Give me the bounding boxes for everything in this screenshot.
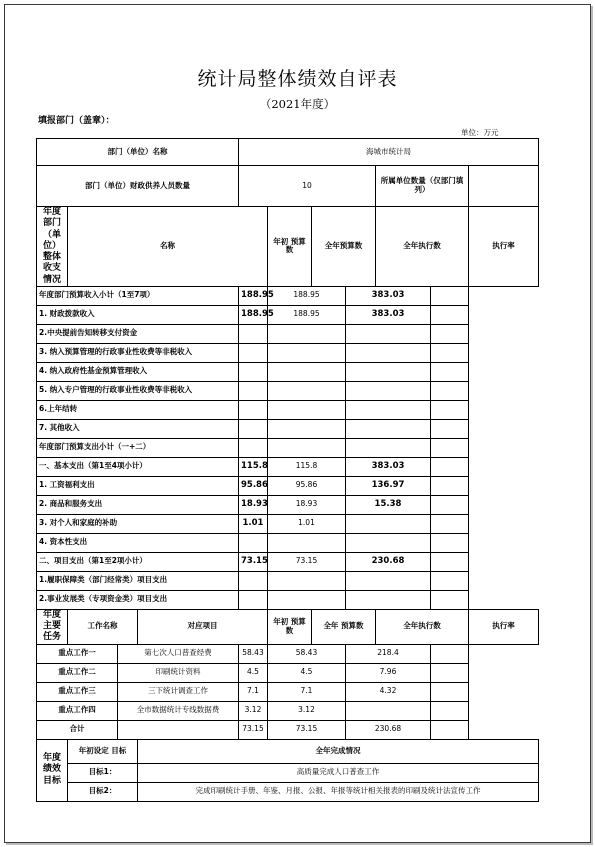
budget-row	[37, 590, 539, 609]
budget-row-initial	[239, 533, 268, 552]
budget-header-rate: 执行率	[469, 207, 539, 287]
goals-header-right: 全年完成情况	[138, 739, 539, 763]
budget-row	[37, 305, 539, 324]
budget-row-executed	[346, 419, 431, 438]
budget-row-initial	[239, 400, 268, 419]
budget-header-name: 名称	[68, 207, 268, 287]
budget-row-name: 6.上年结转	[37, 400, 239, 419]
budget-row-full-year	[268, 343, 346, 362]
goals-section-label: 年度绩效目标	[37, 739, 68, 801]
budget-row	[37, 495, 539, 514]
budget-row-name: 2.事业发展类（专项资金类）项目支出	[37, 590, 239, 609]
goal-1-value: 高质量完成人口普查工作	[138, 763, 539, 782]
budget-row-name: 年度部门预算收入小计（1至7项）	[37, 286, 239, 305]
budget-row	[37, 343, 539, 362]
budget-row-initial	[239, 590, 268, 609]
budget-row-executed	[346, 533, 431, 552]
budget-row	[37, 438, 539, 457]
budget-row	[37, 286, 539, 305]
dept-subunits-value	[469, 166, 539, 207]
budget-row-executed: 230.68	[346, 552, 431, 571]
budget-row-rate	[431, 438, 469, 457]
goal-2-value: 完成印刷统计手册、年鉴、月报、公报、年报等统计相关报表的印刷及统计法宣传工作	[138, 782, 539, 801]
task-row	[37, 644, 539, 663]
budget-row-executed	[346, 343, 431, 362]
task-row-initial: 58.43	[239, 644, 268, 663]
budget-row-initial: 1.01	[239, 514, 268, 533]
budget-row	[37, 552, 539, 571]
task-row-initial: 7.1	[239, 682, 268, 701]
budget-row-initial	[239, 381, 268, 400]
budget-row-name: 1.履职保障类（部门经常类）项目支出	[37, 571, 239, 590]
budget-row-name: 2.中央提前告知转移支付资金	[37, 324, 239, 343]
budget-row-rate	[431, 590, 469, 609]
budget-row-full-year	[268, 571, 346, 590]
budget-row-initial: 115.8	[239, 457, 268, 476]
budget-row-full-year	[268, 324, 346, 343]
task-row-executed: 218.4	[346, 644, 431, 663]
budget-row-name: 7. 其他收入	[37, 419, 239, 438]
task-row-work: 重点工作四	[37, 701, 118, 720]
task-row-work: 重点工作三	[37, 682, 118, 701]
budget-row-rate	[431, 400, 469, 419]
dept-staff-label: 部门（单位）财政供养人员数量	[37, 166, 239, 207]
budget-row-executed: 15.38	[346, 495, 431, 514]
task-row-work: 重点工作一	[37, 644, 118, 663]
budget-row-executed	[346, 400, 431, 419]
dept-name-value: 海城市统计局	[239, 139, 539, 166]
budget-row-full-year: 18.93	[268, 495, 346, 514]
budget-row-initial	[239, 571, 268, 590]
task-row-executed: 7.96	[346, 663, 431, 682]
budget-row-full-year: 1.01	[268, 514, 346, 533]
tasks-total-initial: 73.15	[239, 720, 268, 739]
budget-row	[37, 381, 539, 400]
dept-subunits-label: 所属单位数量（仅部门填列）	[376, 166, 469, 207]
budget-row-full-year	[268, 419, 346, 438]
task-row-full-year: 58.43	[268, 644, 346, 663]
budget-row-full-year	[268, 533, 346, 552]
tasks-header-executed: 全年执行数	[376, 609, 469, 644]
budget-row-name: 4. 资本性支出	[37, 533, 239, 552]
budget-row-full-year	[268, 438, 346, 457]
tasks-total-executed: 230.68	[346, 720, 431, 739]
task-row-full-year: 3.12	[268, 701, 346, 720]
budget-row-rate	[431, 305, 469, 324]
budget-row-rate	[431, 324, 469, 343]
task-row-rate	[431, 644, 469, 663]
task-row	[37, 682, 539, 701]
budget-row-executed	[346, 438, 431, 457]
budget-row-full-year	[268, 381, 346, 400]
budget-row	[37, 514, 539, 533]
budget-row-executed: 136.97	[346, 476, 431, 495]
budget-row-rate	[431, 286, 469, 305]
budget-header-full-year: 全年预算数	[312, 207, 376, 287]
budget-row-name: 3. 对个人和家庭的补助	[37, 514, 239, 533]
budget-row-full-year	[268, 590, 346, 609]
tasks-section-label: 年度主要任务	[37, 609, 68, 644]
budget-row-initial	[239, 362, 268, 381]
task-row-project: 第七次人口普查经费	[118, 644, 239, 663]
budget-row	[37, 476, 539, 495]
tasks-header-project: 对应项目	[138, 609, 268, 644]
page-subtitle: （2021年度）	[259, 97, 336, 111]
budget-row-initial	[239, 419, 268, 438]
budget-row-full-year	[268, 362, 346, 381]
tasks-header-rate: 执行率	[469, 609, 539, 644]
task-row-project: 印刷统计资料	[118, 663, 239, 682]
budget-row-rate	[431, 552, 469, 571]
dept-name-label: 部门（单位）名称	[37, 139, 239, 166]
budget-row	[37, 533, 539, 552]
budget-row-name: 二、项目支出（第1至2项小计）	[37, 552, 239, 571]
task-row-project: 三下统计调查工作	[118, 682, 239, 701]
unit-label: 单位：万元	[461, 128, 499, 137]
budget-row	[37, 362, 539, 381]
filler-label: 填报部门（盖章）：	[38, 116, 115, 126]
budget-row	[37, 571, 539, 590]
budget-row-initial: 188.95	[239, 286, 268, 305]
budget-row	[37, 400, 539, 419]
budget-row-initial: 188.95	[239, 305, 268, 324]
budget-row-rate	[431, 381, 469, 400]
budget-row-full-year: 188.95	[268, 305, 346, 324]
budget-row-full-year: 115.8	[268, 457, 346, 476]
page-title: 统计局整体绩效自评表	[197, 68, 398, 90]
task-row-work: 重点工作二	[37, 663, 118, 682]
tasks-total-project	[118, 720, 239, 739]
budget-row-initial	[239, 438, 268, 457]
budget-row	[37, 457, 539, 476]
tasks-total-rate	[431, 720, 469, 739]
task-row-rate	[431, 663, 469, 682]
tasks-header-initial: 年初 预算数	[268, 609, 312, 644]
budget-row-rate	[431, 533, 469, 552]
budget-header-executed: 全年执行数	[376, 207, 469, 287]
budget-row-rate	[431, 362, 469, 381]
budget-row-initial	[239, 324, 268, 343]
task-row	[37, 663, 539, 682]
budget-row	[37, 419, 539, 438]
evaluation-table	[36, 138, 539, 802]
budget-row-full-year: 73.15	[268, 552, 346, 571]
budget-row-rate	[431, 476, 469, 495]
budget-row-full-year: 188.95	[268, 286, 346, 305]
budget-section-label: 年度部门（单位）整体收支情况	[37, 207, 68, 287]
budget-header-initial: 年初 预算数	[268, 207, 312, 287]
task-row-project: 全市数据统计专线数据费	[118, 701, 239, 720]
budget-row-executed	[346, 590, 431, 609]
budget-row-initial: 18.93	[239, 495, 268, 514]
budget-row-rate	[431, 457, 469, 476]
budget-row-executed: 383.03	[346, 286, 431, 305]
budget-row-name: 一、基本支出（第1至4项小计）	[37, 457, 239, 476]
budget-row-rate	[431, 419, 469, 438]
budget-row-name: 1. 工资福利支出	[37, 476, 239, 495]
task-row-rate	[431, 682, 469, 701]
task-row-full-year: 7.1	[268, 682, 346, 701]
budget-row-rate	[431, 343, 469, 362]
task-row-executed	[346, 701, 431, 720]
tasks-header-work: 工作名称	[68, 609, 138, 644]
budget-row-executed	[346, 571, 431, 590]
task-row-initial: 4.5	[239, 663, 268, 682]
budget-row-rate	[431, 571, 469, 590]
budget-row-name: 3. 纳入预算管理的行政事业性收费等非税收入	[37, 343, 239, 362]
budget-row-name: 1. 财政拨款收入	[37, 305, 239, 324]
budget-row-executed	[346, 514, 431, 533]
budget-row-executed: 383.03	[346, 457, 431, 476]
budget-row-initial: 73.15	[239, 552, 268, 571]
budget-row-initial	[239, 343, 268, 362]
budget-row-name: 年度部门预算支出小计（一+二）	[37, 438, 239, 457]
budget-row-rate	[431, 514, 469, 533]
task-row-rate	[431, 701, 469, 720]
tasks-total-label: 合计	[37, 720, 118, 739]
budget-row-executed	[346, 362, 431, 381]
task-row-initial: 3.12	[239, 701, 268, 720]
goal-1-label: 目标1：	[68, 763, 138, 782]
goal-2-label: 目标2：	[68, 782, 138, 801]
budget-row	[37, 324, 539, 343]
budget-row-full-year	[268, 400, 346, 419]
budget-row-full-year: 95.86	[268, 476, 346, 495]
budget-row-executed	[346, 381, 431, 400]
budget-row-rate	[431, 495, 469, 514]
budget-row-name: 2. 商品和服务支出	[37, 495, 239, 514]
budget-row-name: 5. 纳入专户管理的行政事业性收费等非税收入	[37, 381, 239, 400]
budget-row-executed: 383.03	[346, 305, 431, 324]
budget-row-name: 4. 纳入政府性基金预算管理收入	[37, 362, 239, 381]
task-row-executed: 4.32	[346, 682, 431, 701]
tasks-total-full-year: 73.15	[268, 720, 346, 739]
budget-row-initial: 95.86	[239, 476, 268, 495]
task-row	[37, 701, 539, 720]
task-row-full-year: 4.5	[268, 663, 346, 682]
goals-header-left: 年初设定 目标	[68, 739, 138, 763]
tasks-header-full-year: 全年 预算数	[312, 609, 376, 644]
budget-row-executed	[346, 324, 431, 343]
dept-staff-value: 10	[239, 166, 376, 207]
